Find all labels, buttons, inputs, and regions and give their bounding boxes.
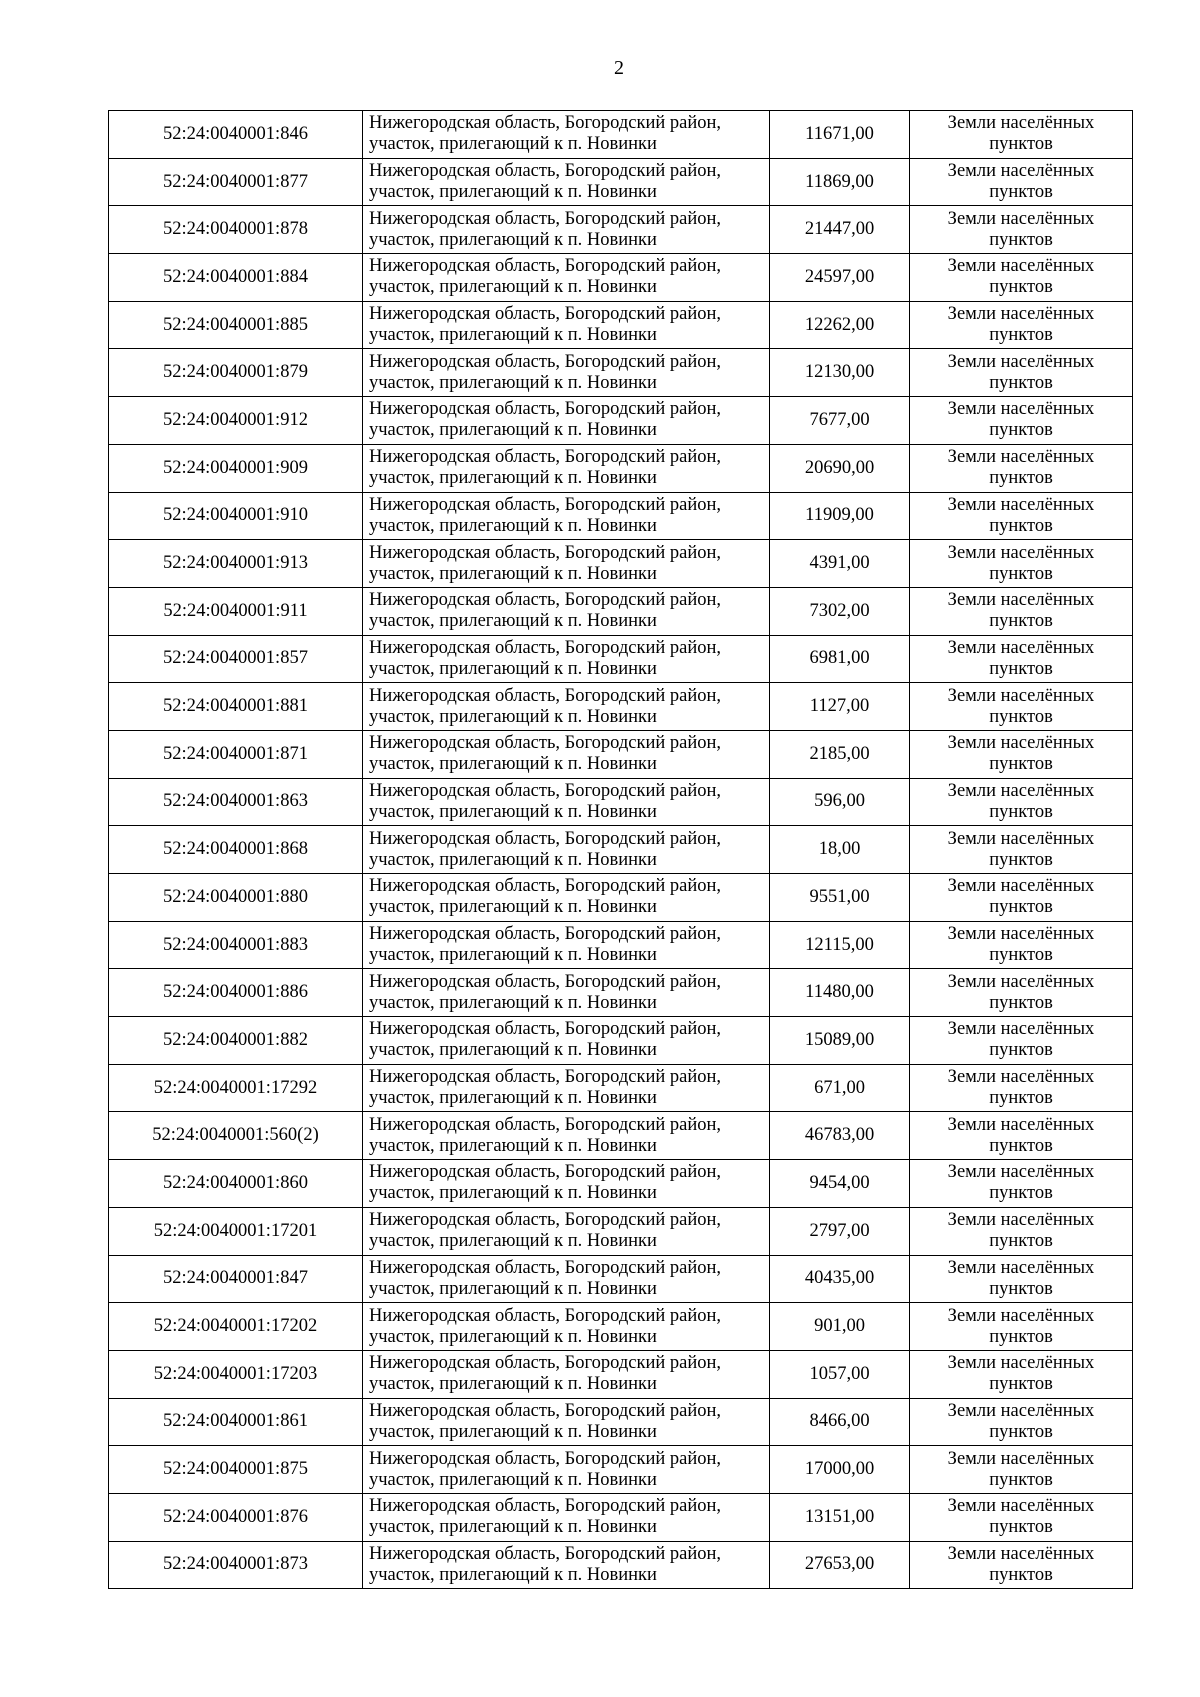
cadastral-number-cell: 52:24:0040001:871 <box>109 730 363 778</box>
table-row <box>109 1493 1133 1541</box>
land-category-line-1: Земли населённых <box>947 1257 1095 1278</box>
land-category-line-2: пунктов <box>989 1040 1053 1061</box>
address-cell <box>363 540 770 588</box>
table-row <box>109 1541 1133 1589</box>
cadastral-number-cell: 52:24:0040001:880 <box>109 874 363 922</box>
address-line-2: участок, прилегающий к п. Новинки <box>369 1183 657 1204</box>
address-line-2: участок, прилегающий к п. Новинки <box>369 563 657 584</box>
cadastral-number-cell: 52:24:0040001:884 <box>109 254 363 302</box>
address-cell <box>363 1207 770 1255</box>
address-line-2: участок, прилегающий к п. Новинки <box>369 1469 657 1490</box>
cadastral-number-cell: 52:24:0040001:863 <box>109 778 363 826</box>
land-category-cell <box>910 111 1133 159</box>
table-row <box>109 1398 1133 1446</box>
cadastral-number-cell: 52:24:0040001:875 <box>109 1446 363 1494</box>
address-line-2: участок, прилегающий к п. Новинки <box>369 229 657 250</box>
address-line-2: участок, прилегающий к п. Новинки <box>369 658 657 679</box>
address-cell <box>363 1064 770 1112</box>
table-row <box>109 254 1133 302</box>
table-row <box>109 1207 1133 1255</box>
address-cell <box>363 492 770 540</box>
table-row <box>109 540 1133 588</box>
land-category-cell <box>910 635 1133 683</box>
land-category-line-1: Земли населённых <box>947 924 1095 945</box>
land-category-line-1: Земли населённых <box>947 733 1095 754</box>
area-cell: 12130,00 <box>770 349 910 397</box>
cadastral-number-cell: 52:24:0040001:911 <box>109 587 363 635</box>
table-row <box>109 730 1133 778</box>
address-cell <box>363 1350 770 1398</box>
land-category-line-2: пунктов <box>989 1231 1053 1252</box>
address-line-2: участок, прилегающий к п. Новинки <box>369 1421 657 1442</box>
parcels-table <box>108 110 1133 1589</box>
area-cell: 46783,00 <box>770 1112 910 1160</box>
address-line-1: Нижегородская область, Богородский район, <box>369 447 722 468</box>
cadastral-number-cell: 52:24:0040001:886 <box>109 969 363 1017</box>
land-category-line-1: Земли населённых <box>947 1496 1095 1517</box>
land-category-line-2: пунктов <box>989 992 1053 1013</box>
land-category-line-1: Земли населённых <box>947 351 1095 372</box>
address-line-2: участок, прилегающий к п. Новинки <box>369 468 657 489</box>
cadastral-number-cell: 52:24:0040001:913 <box>109 540 363 588</box>
land-category-line-1: Земли населённых <box>947 1067 1095 1088</box>
table-row <box>109 301 1133 349</box>
table-row <box>109 1112 1133 1160</box>
land-category-line-1: Земли населённых <box>947 542 1095 563</box>
area-cell: 12115,00 <box>770 921 910 969</box>
land-category-line-1: Земли населённых <box>947 1543 1095 1564</box>
land-category-line-1: Земли населённых <box>947 1162 1095 1183</box>
table-row <box>109 1255 1133 1303</box>
land-category-cell <box>910 778 1133 826</box>
address-cell <box>363 969 770 1017</box>
area-cell: 9551,00 <box>770 874 910 922</box>
address-line-2: участок, прилегающий к п. Новинки <box>369 1231 657 1252</box>
address-cell <box>363 206 770 254</box>
address-line-2: участок, прилегающий к п. Новинки <box>369 515 657 536</box>
area-cell: 18,00 <box>770 826 910 874</box>
area-cell: 1127,00 <box>770 683 910 731</box>
area-cell: 27653,00 <box>770 1541 910 1589</box>
land-category-cell <box>910 1446 1133 1494</box>
address-cell <box>363 1446 770 1494</box>
land-category-line-1: Земли населённых <box>947 208 1095 229</box>
area-cell: 21447,00 <box>770 206 910 254</box>
area-cell: 901,00 <box>770 1303 910 1351</box>
area-cell: 12262,00 <box>770 301 910 349</box>
address-line-2: участок, прилегающий к п. Новинки <box>369 611 657 632</box>
land-category-line-1: Земли населённых <box>947 399 1095 420</box>
address-line-2: участок, прилегающий к п. Новинки <box>369 134 657 155</box>
area-cell: 8466,00 <box>770 1398 910 1446</box>
land-category-line-1: Земли населённых <box>947 161 1095 182</box>
address-line-1: Нижегородская область, Богородский район, <box>369 590 722 611</box>
land-category-cell <box>910 969 1133 1017</box>
cadastral-number-cell: 52:24:0040001:17201 <box>109 1207 363 1255</box>
area-cell: 11480,00 <box>770 969 910 1017</box>
land-category-cell <box>910 1207 1133 1255</box>
area-cell: 671,00 <box>770 1064 910 1112</box>
table-row <box>109 1160 1133 1208</box>
land-category-line-1: Земли населённых <box>947 590 1095 611</box>
land-category-line-2: пунктов <box>989 1278 1053 1299</box>
land-category-line-2: пунктов <box>989 801 1053 822</box>
area-cell: 2185,00 <box>770 730 910 778</box>
land-category-line-1: Земли населённых <box>947 1448 1095 1469</box>
address-line-1: Нижегородская область, Богородский район, <box>369 1496 722 1517</box>
land-category-cell <box>910 254 1133 302</box>
table-row <box>109 111 1133 159</box>
land-category-line-1: Земли населённых <box>947 256 1095 277</box>
area-cell: 7302,00 <box>770 587 910 635</box>
table-row <box>109 158 1133 206</box>
land-category-line-1: Земли населённых <box>947 1400 1095 1421</box>
land-category-cell <box>910 1064 1133 1112</box>
table-row <box>109 826 1133 874</box>
land-category-cell <box>910 301 1133 349</box>
address-line-1: Нижегородская область, Богородский район, <box>369 1257 722 1278</box>
address-line-1: Нижегородская область, Богородский район, <box>369 1114 722 1135</box>
land-category-line-1: Земли населённых <box>947 304 1095 325</box>
address-line-1: Нижегородская область, Богородский район, <box>369 924 722 945</box>
land-category-line-1: Земли населённых <box>947 685 1095 706</box>
land-category-line-2: пунктов <box>989 372 1053 393</box>
table-row <box>109 1446 1133 1494</box>
address-cell <box>363 444 770 492</box>
address-line-2: участок, прилегающий к п. Новинки <box>369 182 657 203</box>
address-line-1: Нижегородская область, Богородский район, <box>369 304 722 325</box>
address-cell <box>363 587 770 635</box>
area-cell: 1057,00 <box>770 1350 910 1398</box>
cadastral-number-cell: 52:24:0040001:879 <box>109 349 363 397</box>
land-category-line-1: Земли населённых <box>947 113 1095 134</box>
table-row <box>109 635 1133 683</box>
address-cell <box>363 826 770 874</box>
table-row <box>109 349 1133 397</box>
area-cell: 2797,00 <box>770 1207 910 1255</box>
land-category-line-1: Земли населённых <box>947 876 1095 897</box>
address-line-2: участок, прилегающий к п. Новинки <box>369 801 657 822</box>
address-cell <box>363 1017 770 1065</box>
land-category-cell <box>910 158 1133 206</box>
address-line-1: Нижегородская область, Богородский район, <box>369 685 722 706</box>
land-category-line-2: пунктов <box>989 182 1053 203</box>
cadastral-number-cell: 52:24:0040001:17202 <box>109 1303 363 1351</box>
land-category-line-2: пунктов <box>989 945 1053 966</box>
area-cell: 13151,00 <box>770 1493 910 1541</box>
address-cell <box>363 1493 770 1541</box>
address-line-1: Нижегородская область, Богородский район, <box>369 876 722 897</box>
land-category-line-1: Земли населённых <box>947 1114 1095 1135</box>
land-category-line-2: пунктов <box>989 1135 1053 1156</box>
address-line-1: Нижегородская область, Богородский район, <box>369 1067 722 1088</box>
table-row <box>109 874 1133 922</box>
land-category-cell <box>910 683 1133 731</box>
land-category-cell <box>910 1255 1133 1303</box>
address-line-2: участок, прилегающий к п. Новинки <box>369 1374 657 1395</box>
address-line-1: Нижегородская область, Богородский район, <box>369 399 722 420</box>
land-category-cell <box>910 1350 1133 1398</box>
table-row <box>109 444 1133 492</box>
land-category-line-1: Земли населённых <box>947 780 1095 801</box>
cadastral-number-cell: 52:24:0040001:860 <box>109 1160 363 1208</box>
address-line-2: участок, прилегающий к п. Новинки <box>369 945 657 966</box>
cadastral-number-cell: 52:24:0040001:847 <box>109 1255 363 1303</box>
address-line-1: Нижегородская область, Богородский район, <box>369 161 722 182</box>
address-line-2: участок, прилегающий к п. Новинки <box>369 992 657 1013</box>
area-cell: 11869,00 <box>770 158 910 206</box>
address-line-2: участок, прилегающий к п. Новинки <box>369 372 657 393</box>
address-cell <box>363 1398 770 1446</box>
cadastral-number-cell: 52:24:0040001:17292 <box>109 1064 363 1112</box>
table-row <box>109 683 1133 731</box>
parcels-table-body <box>109 111 1133 1589</box>
address-line-1: Нижегородская область, Богородский район, <box>369 351 722 372</box>
land-category-line-1: Земли населённых <box>947 828 1095 849</box>
area-cell: 11909,00 <box>770 492 910 540</box>
land-category-line-2: пунктов <box>989 515 1053 536</box>
land-category-cell <box>910 730 1133 778</box>
area-cell: 20690,00 <box>770 444 910 492</box>
address-cell <box>363 730 770 778</box>
address-line-1: Нижегородская область, Богородский район, <box>369 208 722 229</box>
land-category-cell <box>910 1112 1133 1160</box>
land-category-cell <box>910 1160 1133 1208</box>
address-cell <box>363 111 770 159</box>
address-line-1: Нижегородская область, Богородский район, <box>369 113 722 134</box>
address-line-2: участок, прилегающий к п. Новинки <box>369 706 657 727</box>
table-row <box>109 1017 1133 1065</box>
land-category-line-2: пунктов <box>989 1374 1053 1395</box>
address-line-1: Нижегородская область, Богородский район, <box>369 1210 722 1231</box>
cadastral-number-cell: 52:24:0040001:882 <box>109 1017 363 1065</box>
cadastral-number-cell: 52:24:0040001:909 <box>109 444 363 492</box>
land-category-line-2: пунктов <box>989 468 1053 489</box>
land-category-line-2: пунктов <box>989 1088 1053 1109</box>
land-category-cell <box>910 1398 1133 1446</box>
area-cell: 7677,00 <box>770 397 910 445</box>
land-category-line-2: пунктов <box>989 754 1053 775</box>
address-line-2: участок, прилегающий к п. Новинки <box>369 1326 657 1347</box>
address-cell <box>363 683 770 731</box>
land-category-line-1: Земли населённых <box>947 971 1095 992</box>
land-category-line-1: Земли населённых <box>947 637 1095 658</box>
land-category-line-2: пунктов <box>989 849 1053 870</box>
land-category-line-2: пунктов <box>989 1183 1053 1204</box>
address-line-1: Нижегородская область, Богородский район, <box>369 733 722 754</box>
land-category-line-2: пунктов <box>989 1517 1053 1538</box>
address-cell <box>363 921 770 969</box>
cadastral-number-cell: 52:24:0040001:878 <box>109 206 363 254</box>
address-cell <box>363 349 770 397</box>
table-row <box>109 587 1133 635</box>
cadastral-number-cell: 52:24:0040001:876 <box>109 1493 363 1541</box>
land-category-cell <box>910 1303 1133 1351</box>
land-category-cell <box>910 1493 1133 1541</box>
address-line-1: Нижегородская область, Богородский район, <box>369 1162 722 1183</box>
address-cell <box>363 1303 770 1351</box>
table-row <box>109 1064 1133 1112</box>
address-cell <box>363 158 770 206</box>
area-cell: 596,00 <box>770 778 910 826</box>
address-line-1: Нижегородская область, Богородский район, <box>369 256 722 277</box>
address-line-2: участок, прилегающий к п. Новинки <box>369 1564 657 1585</box>
table-row <box>109 921 1133 969</box>
address-line-2: участок, прилегающий к п. Новинки <box>369 277 657 298</box>
table-row <box>109 206 1133 254</box>
address-line-1: Нижегородская область, Богородский район, <box>369 971 722 992</box>
address-cell <box>363 635 770 683</box>
address-line-1: Нижегородская область, Богородский район, <box>369 1400 722 1421</box>
area-cell: 11671,00 <box>770 111 910 159</box>
address-line-2: участок, прилегающий к п. Новинки <box>369 849 657 870</box>
table-row <box>109 969 1133 1017</box>
address-line-2: участок, прилегающий к п. Новинки <box>369 1517 657 1538</box>
page-number: 2 <box>614 57 624 79</box>
land-category-cell <box>910 397 1133 445</box>
area-cell: 15089,00 <box>770 1017 910 1065</box>
land-category-line-2: пунктов <box>989 706 1053 727</box>
cadastral-number-cell: 52:24:0040001:881 <box>109 683 363 731</box>
land-category-cell <box>910 206 1133 254</box>
address-line-2: участок, прилегающий к п. Новинки <box>369 1040 657 1061</box>
land-category-cell <box>910 1017 1133 1065</box>
land-category-cell <box>910 826 1133 874</box>
cadastral-number-cell: 52:24:0040001:868 <box>109 826 363 874</box>
land-category-line-1: Земли населённых <box>947 447 1095 468</box>
area-cell: 40435,00 <box>770 1255 910 1303</box>
address-line-1: Нижегородская область, Богородский район, <box>369 1305 722 1326</box>
address-line-2: участок, прилегающий к п. Новинки <box>369 1088 657 1109</box>
address-line-1: Нижегородская область, Богородский район, <box>369 542 722 563</box>
cadastral-number-cell: 52:24:0040001:877 <box>109 158 363 206</box>
cadastral-number-cell: 52:24:0040001:857 <box>109 635 363 683</box>
address-cell <box>363 1255 770 1303</box>
land-category-line-2: пунктов <box>989 325 1053 346</box>
land-category-line-2: пунктов <box>989 1564 1053 1585</box>
area-cell: 6981,00 <box>770 635 910 683</box>
cadastral-number-cell: 52:24:0040001:883 <box>109 921 363 969</box>
address-cell <box>363 254 770 302</box>
address-line-2: участок, прилегающий к п. Новинки <box>369 420 657 441</box>
land-category-cell <box>910 444 1133 492</box>
address-line-2: участок, прилегающий к п. Новинки <box>369 1278 657 1299</box>
cadastral-number-cell: 52:24:0040001:861 <box>109 1398 363 1446</box>
land-category-line-2: пунктов <box>989 897 1053 918</box>
land-category-cell <box>910 349 1133 397</box>
land-category-cell <box>910 587 1133 635</box>
address-line-1: Нижегородская область, Богородский район, <box>369 494 722 515</box>
table-row <box>109 397 1133 445</box>
address-line-1: Нижегородская область, Богородский район, <box>369 828 722 849</box>
address-cell <box>363 301 770 349</box>
table-row <box>109 1350 1133 1398</box>
cadastral-number-cell: 52:24:0040001:17203 <box>109 1350 363 1398</box>
cadastral-number-cell: 52:24:0040001:885 <box>109 301 363 349</box>
cadastral-number-cell: 52:24:0040001:846 <box>109 111 363 159</box>
land-category-line-2: пунктов <box>989 1421 1053 1442</box>
address-line-1: Нижегородская область, Богородский район, <box>369 1019 722 1040</box>
address-line-2: участок, прилегающий к п. Новинки <box>369 897 657 918</box>
land-category-line-1: Земли населённых <box>947 1210 1095 1231</box>
land-category-line-2: пунктов <box>989 229 1053 250</box>
land-category-cell <box>910 1541 1133 1589</box>
land-category-line-1: Земли населённых <box>947 494 1095 515</box>
land-category-line-1: Земли населённых <box>947 1305 1095 1326</box>
address-line-1: Нижегородская область, Богородский район, <box>369 1543 722 1564</box>
address-cell <box>363 1541 770 1589</box>
table-row <box>109 1303 1133 1351</box>
land-category-line-2: пунктов <box>989 563 1053 584</box>
land-category-line-1: Земли населённых <box>947 1353 1095 1374</box>
land-category-line-2: пунктов <box>989 658 1053 679</box>
address-line-1: Нижегородская область, Богородский район, <box>369 1353 722 1374</box>
address-line-2: участок, прилегающий к п. Новинки <box>369 754 657 775</box>
land-category-line-2: пунктов <box>989 134 1053 155</box>
address-line-1: Нижегородская область, Богородский район, <box>369 780 722 801</box>
area-cell: 17000,00 <box>770 1446 910 1494</box>
cadastral-number-cell: 52:24:0040001:912 <box>109 397 363 445</box>
land-category-line-1: Земли населённых <box>947 1019 1095 1040</box>
land-category-line-2: пунктов <box>989 611 1053 632</box>
land-category-line-2: пунктов <box>989 420 1053 441</box>
address-cell <box>363 397 770 445</box>
address-cell <box>363 874 770 922</box>
address-cell <box>363 1112 770 1160</box>
area-cell: 24597,00 <box>770 254 910 302</box>
cadastral-number-cell: 52:24:0040001:873 <box>109 1541 363 1589</box>
area-cell: 4391,00 <box>770 540 910 588</box>
area-cell: 9454,00 <box>770 1160 910 1208</box>
cadastral-number-cell: 52:24:0040001:560(2) <box>109 1112 363 1160</box>
address-line-2: участок, прилегающий к п. Новинки <box>369 1135 657 1156</box>
land-category-line-2: пунктов <box>989 1326 1053 1347</box>
land-category-cell <box>910 540 1133 588</box>
table-row <box>109 492 1133 540</box>
table-row <box>109 778 1133 826</box>
address-cell <box>363 1160 770 1208</box>
cadastral-number-cell: 52:24:0040001:910 <box>109 492 363 540</box>
address-line-2: участок, прилегающий к п. Новинки <box>369 325 657 346</box>
land-category-cell <box>910 874 1133 922</box>
address-line-1: Нижегородская область, Богородский район, <box>369 637 722 658</box>
land-category-cell <box>910 921 1133 969</box>
address-line-1: Нижегородская область, Богородский район, <box>369 1448 722 1469</box>
address-cell <box>363 778 770 826</box>
land-category-line-2: пунктов <box>989 277 1053 298</box>
land-category-cell <box>910 492 1133 540</box>
land-category-line-2: пунктов <box>989 1469 1053 1490</box>
